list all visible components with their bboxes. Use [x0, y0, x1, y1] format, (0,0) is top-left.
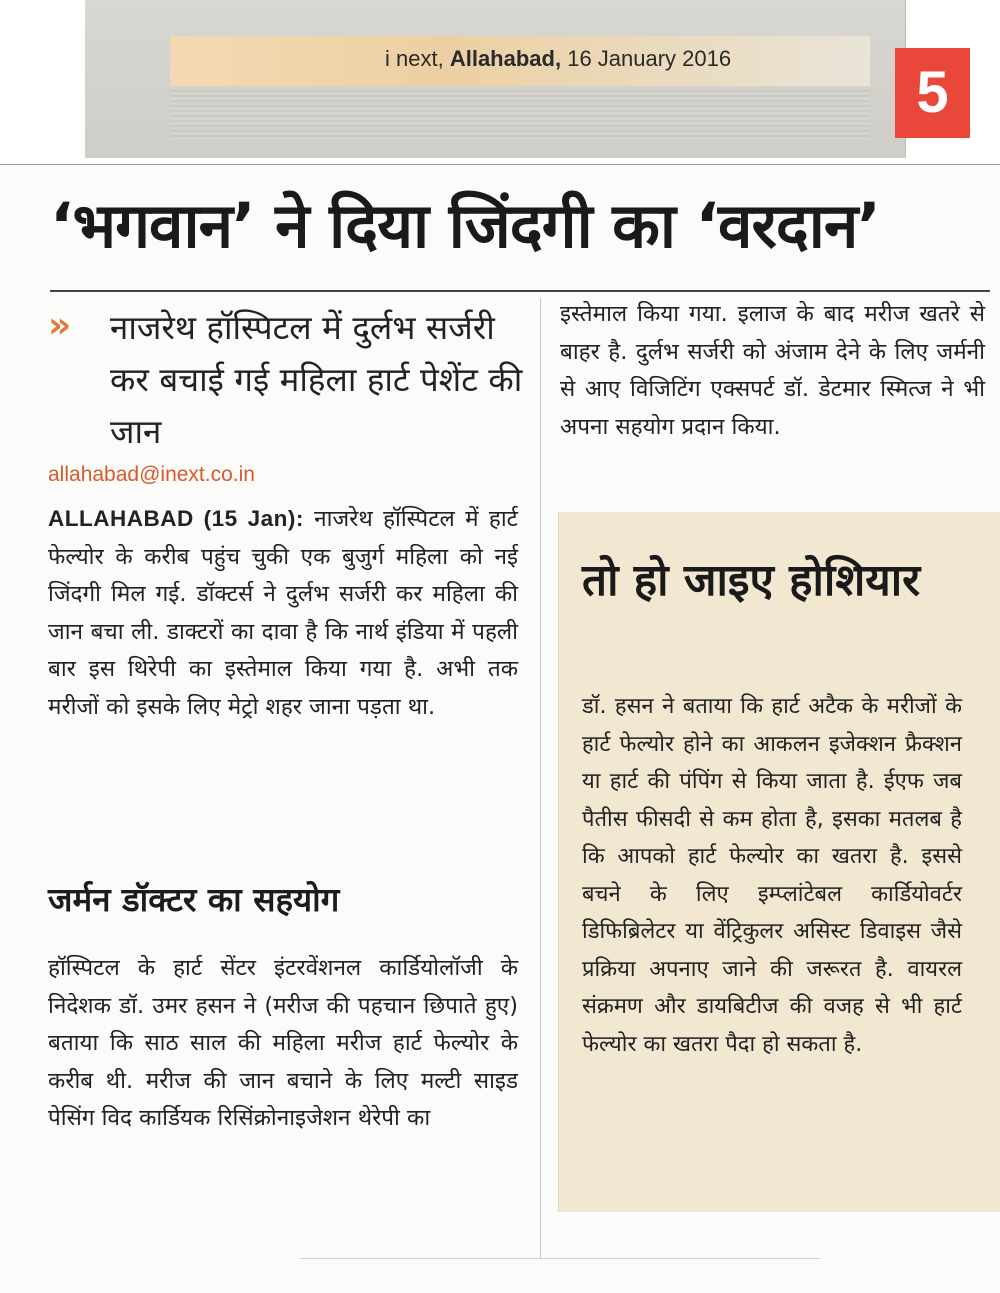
article-subhead: नाजरेथ हॉस्पिटल में दुर्लभ सर्जरी कर बचाई गई महिला हार्ट पेशेंट की जान — [110, 308, 523, 451]
publication-name: i next, — [385, 46, 444, 71]
publication-date: 16 January 2016 — [567, 46, 732, 71]
reporter-email: allahabad@inext.co.in — [48, 463, 255, 486]
headline-rule — [50, 290, 990, 292]
article-crosshead: जर्मन डॉक्टर का सहयोग — [48, 880, 340, 919]
article-body-right: इस्तेमाल किया गया. इलाज के बाद मरीज खतरे से बाहर है. दुर्लभ सर्जरी को अंजाम देने के लिए जर्मनी से आए विजिटिंग एक्सपर्ट डॉ. डेटमार स्मित्ज ने भी अपना सहयोग प्रदान किया. — [560, 301, 985, 440]
sidebar-title: तो हो जाइए होशियार — [582, 555, 921, 606]
article-dateline: ALLAHABAD (15 Jan): — [48, 506, 304, 531]
article-lead-text: नाजरेथ हॉस्पिटल में हार्ट फेल्योर के करीब पहुंच चुकी एक बुजुर्ग महिला को नई जिंदगी मिल गई. डॉक्टर्स ने दुर्लभ सर्जरी कर महिला की जान बचा ली. डाक्टरों का दावा है कि नार्थ इंडिया में पहली बार इस थिरेपी का इस्तेमाल किया गया है. अभी तक मरीजों को इसके लिए मेट्रो शहर जाना पड़ता था. — [48, 506, 519, 720]
column-divider — [540, 298, 541, 1258]
masthead-texture — [170, 90, 870, 140]
sidebar-body: डॉ. हसन ने बताया कि हार्ट अटैक के मरीजों के हार्ट फेल्योर होने का आकलन इजेक्शन फ्रैक्शन या हार्ट की पंपिंग से किया जाता है. ईएफ जब पैतीस फीसदी से कम होता है, इसका मतलब है कि आपको हार्ट फेल्योर का खतरा है. इससे बचने के लिए इम्प्लांटेबल कार्डियोवर्टर डिफिब्रिलेटर या वेंट्रिकुलर असिस्ट डिवाइस जैसे प्रक्रिया अपनाए जाने की जरूरत है. वायरल संक्रमण और डायबिटीज की वजह से भी हार्ट फेल्योर का खतरा पैदा हो सकता है. — [582, 694, 962, 1057]
city-name: Allahabad, — [449, 46, 562, 71]
masthead — [85, 0, 949, 158]
masthead-dateline — [385, 46, 731, 72]
bottom-rule — [300, 1258, 820, 1259]
page-number-badge: 5 — [895, 48, 970, 138]
article-lead-paragraph — [48, 500, 518, 726]
chevron-right-icon: » — [48, 305, 72, 346]
article-headline: ‘भगवान’ ने दिया जिंदगी का ‘वरदान’ — [50, 189, 880, 262]
article-body-left: हॉस्पिटल के हार्ट सेंटर इंटरवेंशनल कार्डियोलॉजी के निदेशक डॉ. उमर हसन ने (मरीज की पहचान छिपाते हुए) बताया कि साठ साल की महिला मरीज हार्ट फेल्योर के करीब थी. मरीज की जान बचाने के लिए मल्टी साइड पेसिंग विद कार्डियक रिसिंक्रोनाइजेशन थेरेपी का — [48, 955, 518, 1131]
